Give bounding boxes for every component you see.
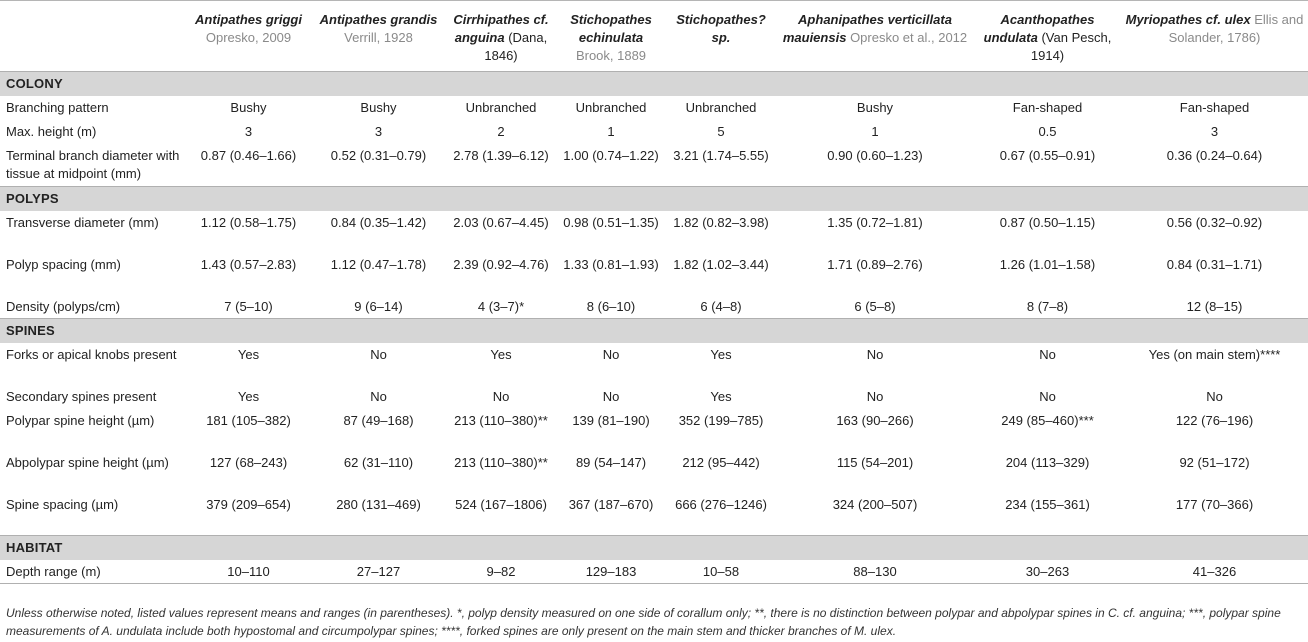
table-cell: 0.90 (0.60–1.23) <box>827 148 923 163</box>
row-label: Terminal branch diameter with tissue at midpoint (mm) <box>6 148 180 181</box>
table-cell: 115 (54–201) <box>836 455 914 470</box>
species-author: Opresko, 2009 <box>205 30 292 45</box>
table-row <box>0 493 1308 535</box>
table-cell: 177 (70–366) <box>1175 497 1254 512</box>
table-cell: Unbranched <box>685 100 757 115</box>
section-title: SPINES <box>0 319 1308 344</box>
table-cell: 666 (276–1246) <box>675 497 767 512</box>
table-cell: No <box>1206 389 1223 404</box>
table-cell: 7 (5–10) <box>224 298 273 314</box>
header-cell-stichopathes-sp <box>666 1 776 72</box>
table-cell: 0.56 (0.32–0.92) <box>1166 214 1263 230</box>
table-cell: 0.98 (0.51–1.35) <box>563 214 659 230</box>
table-cell: 4 (3–7)* <box>477 298 525 314</box>
table-cell: 9–82 <box>446 560 556 584</box>
table-row <box>0 385 1308 409</box>
table-row <box>0 96 1308 120</box>
table-cell: 234 (155–361) <box>1005 497 1090 512</box>
species-author: (Dana, 1846) <box>484 30 548 63</box>
table-cell: 1.00 (0.74–1.22) <box>563 148 659 163</box>
header-cell-empty <box>0 1 186 72</box>
table-cell: 89 (54–147) <box>575 455 647 470</box>
table-cell: 213 (110–380)** <box>454 413 548 428</box>
table-cell: 163 (90–266) <box>836 413 914 428</box>
table-cell: 1.12 (0.47–1.78) <box>330 256 427 272</box>
table-cell: 0.5 <box>1038 124 1057 139</box>
table-cell: 129–183 <box>556 560 666 584</box>
species-author: Ellis and Solander, 1786) <box>1168 12 1304 45</box>
table-cell: 181 (105–382) <box>206 413 291 428</box>
header-cell-cirrhipathes-anguina <box>446 1 556 72</box>
section-header-row <box>0 535 1308 560</box>
species-name: Antipathes grandis <box>319 12 438 27</box>
table-cell: No <box>492 389 510 404</box>
table-cell: 1.26 (1.01–1.58) <box>999 256 1096 272</box>
table-cell: 3 <box>244 124 253 139</box>
section-header-row <box>0 72 1308 97</box>
table-cell: 127 (68–243) <box>209 455 288 470</box>
table-cell: 3.21 (1.74–5.55) <box>673 148 769 163</box>
row-label: Forks or apical knobs present <box>6 347 177 362</box>
table-cell: 30–263 <box>974 560 1121 584</box>
table-cell: Fan-shaped <box>1179 100 1250 115</box>
table-cell: 1.12 (0.58–1.75) <box>200 214 297 230</box>
species-author: Opresko et al., 2012 <box>850 30 968 45</box>
table-cell: Yes (on main stem)**** <box>1148 347 1281 362</box>
table-cell: 10–58 <box>666 560 776 584</box>
table-cell: Yes <box>710 389 732 404</box>
table-cell: No <box>866 389 884 404</box>
section-title: POLYPS <box>0 186 1308 211</box>
table-row <box>0 253 1308 295</box>
table-cell: 324 (200–507) <box>832 497 918 512</box>
table-cell: 0.84 (0.35–1.42) <box>330 214 427 230</box>
table-cell: 2 <box>497 124 505 139</box>
table-cell: 88–130 <box>776 560 974 584</box>
section-title: HABITAT <box>0 535 1308 560</box>
table-footnote: Unless otherwise noted, listed values represent means and ranges (in parentheses). *, polyp density measured on one side of corallum only; **, there is no distinction between polypar and abpolypar spines in C. cf. anguina; ***, polypar spine measurements of A. undulata include both hypostomal and circumpolypar spines; ****, forked spines are only present on the main stem and thicker branches of M. ulex. <box>6 606 1281 638</box>
table-cell: Unbranched <box>575 100 647 115</box>
table-cell: 2.78 (1.39–6.12) <box>453 148 549 163</box>
table-cell: 0.36 (0.24–0.64) <box>1166 148 1263 163</box>
table-cell: 524 (167–1806) <box>455 497 547 512</box>
section-title: COLONY <box>0 72 1308 97</box>
table-cell: 0.84 (0.31–1.71) <box>1166 256 1263 272</box>
row-label: Transverse diameter (mm) <box>6 214 159 230</box>
table-row <box>0 295 1308 319</box>
table-cell: Bushy <box>230 100 267 115</box>
table-row <box>0 560 1308 584</box>
species-author: Brook, 1889 <box>575 48 647 63</box>
table-cell: 1.71 (0.89–2.76) <box>827 256 923 272</box>
table-cell: No <box>602 389 620 404</box>
table-cell: 2.39 (0.92–4.76) <box>453 256 549 272</box>
table-row <box>0 211 1308 253</box>
table-cell: No <box>866 347 884 362</box>
table-cell: 1.82 (1.02–3.44) <box>673 256 769 272</box>
table-cell: 3 <box>1210 124 1219 139</box>
species-name: Myriopathes cf. ulex <box>1125 12 1251 27</box>
table-cell: Bushy <box>360 100 397 115</box>
table-cell: 139 (81–190) <box>572 413 650 428</box>
header-cell-acanthopathes <box>974 1 1121 72</box>
table-cell: 8 (6–10) <box>586 298 636 314</box>
table-row <box>0 451 1308 493</box>
table-cell: 249 (85–460)*** <box>1001 413 1094 428</box>
table-row <box>0 409 1308 451</box>
table-cell: Unbranched <box>465 100 537 115</box>
species-name: Antipathes griggi <box>195 12 302 27</box>
row-label: Spine spacing (µm) <box>6 497 119 512</box>
table-cell: Yes <box>710 347 732 362</box>
table-cell: 204 (113–329) <box>1005 455 1090 470</box>
row-label: Abpolypar spine height (µm) <box>6 455 169 470</box>
row-label: Polypar spine height (µm) <box>6 413 155 428</box>
table-cell: 2.03 (0.67–4.45) <box>453 214 549 230</box>
table-cell: 1.35 (0.72–1.81) <box>827 214 923 230</box>
table-cell: 212 (95–442) <box>682 455 760 470</box>
header-cell-aphanipathes <box>776 1 974 72</box>
header-cell-stichopathes-echinulata <box>556 1 666 72</box>
table-cell: 87 (49–168) <box>343 413 414 428</box>
table-cell: 62 (31–110) <box>343 455 414 470</box>
table-cell: 367 (187–670) <box>568 497 654 512</box>
row-label: Branching pattern <box>6 100 109 115</box>
table-body <box>0 72 1308 584</box>
table-cell: No <box>370 389 387 404</box>
header-cell-myriopathes <box>1121 1 1308 72</box>
table-cell: 1.43 (0.57–2.83) <box>200 256 297 272</box>
header-cell-antipathes-griggi <box>186 1 311 72</box>
table-cell: Yes <box>237 347 260 362</box>
table-cell: No <box>1039 347 1056 362</box>
table-cell: 0.67 (0.55–0.91) <box>999 148 1096 163</box>
table-cell: Yes <box>237 389 260 404</box>
table-cell: 8 (7–8) <box>1026 298 1069 314</box>
row-label: Density (polyps/cm) <box>6 298 121 314</box>
table-cell: 41–326 <box>1121 560 1308 584</box>
species-name: Acanthopathes undulata <box>983 12 1095 45</box>
table-cell: 12 (8–15) <box>1186 298 1243 314</box>
table-cell: Yes <box>490 347 512 362</box>
table-cell: No <box>1039 389 1056 404</box>
table-cell: 5 <box>717 124 725 139</box>
header-cell-antipathes-grandis <box>311 1 446 72</box>
table-row <box>0 343 1308 385</box>
species-name: Cirrhipathes cf. anguina <box>453 12 549 45</box>
species-author: Verrill, 1928 <box>344 30 413 45</box>
species-author: (Van Pesch, 1914) <box>1030 30 1112 63</box>
table-cell: 122 (76–196) <box>1175 413 1254 428</box>
header-row <box>0 1 1308 72</box>
table-cell: 9 (6–14) <box>354 298 403 314</box>
table-cell: 1 <box>607 124 615 139</box>
section-header-row <box>0 186 1308 211</box>
species-name: Stichopathes echinulata <box>570 12 652 45</box>
section-header-row <box>0 319 1308 344</box>
species-name: Aphanipathes verticillata mauiensis <box>782 12 952 45</box>
row-label: Polyp spacing (mm) <box>6 256 121 272</box>
table-cell: 6 (5–8) <box>854 298 896 314</box>
table-cell: 280 (131–469) <box>336 497 421 512</box>
table-cell: No <box>370 347 387 362</box>
table-cell: 1.82 (0.82–3.98) <box>673 214 769 230</box>
table-row <box>0 144 1308 186</box>
table-cell: 10–110 <box>186 560 311 584</box>
species-name: Stichopathes? sp. <box>676 12 766 45</box>
table-cell: 0.87 (0.46–1.66) <box>200 148 297 163</box>
table-cell: 3 <box>374 124 383 139</box>
table-cell: 0.87 (0.50–1.15) <box>999 214 1096 230</box>
row-label: Max. height (m) <box>6 124 97 139</box>
row-label: Depth range (m) <box>0 560 186 584</box>
table-cell: 92 (51–172) <box>1179 455 1250 470</box>
table-cell: 1.33 (0.81–1.93) <box>563 256 659 272</box>
table-cell: Fan-shaped <box>1012 100 1083 115</box>
table-cell: No <box>602 347 620 362</box>
table-cell: 0.52 (0.31–0.79) <box>330 148 427 163</box>
table-cell: 352 (199–785) <box>678 413 764 428</box>
table-cell: 6 (4–8) <box>700 298 742 314</box>
table-row <box>0 120 1308 144</box>
table-cell: 379 (209–654) <box>206 497 291 512</box>
row-label: Secondary spines present <box>6 389 157 404</box>
table-cell: 1 <box>871 124 879 139</box>
table-cell: Bushy <box>856 100 894 115</box>
table-cell: 27–127 <box>311 560 446 584</box>
table-cell: 213 (110–380)** <box>454 455 548 470</box>
